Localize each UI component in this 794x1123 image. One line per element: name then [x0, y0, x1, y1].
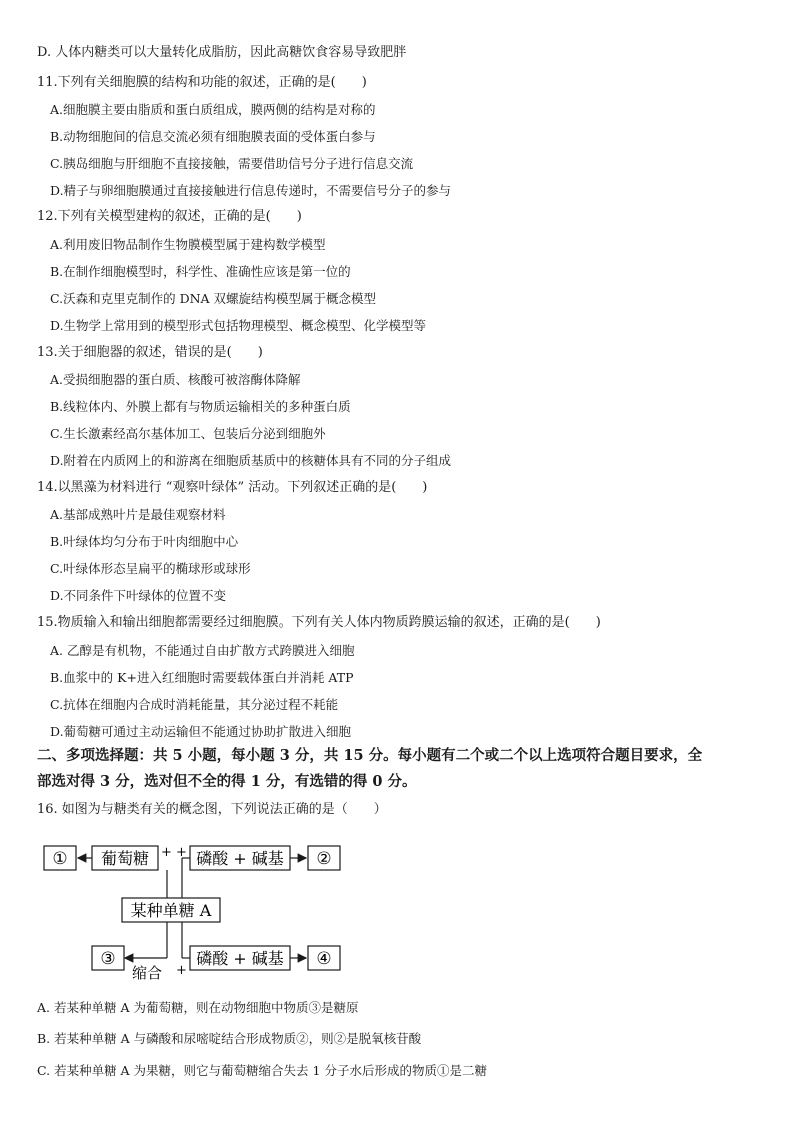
sugar-concept-diagram	[40, 840, 350, 980]
plus-sign-1: +	[161, 845, 172, 860]
q12-option-d: D.生物学上常用到的模型形式包括物理模型、概念模型、化学模型等	[50, 318, 427, 333]
plus-sign-3: +	[176, 963, 187, 978]
q14-option-a: A.基部成熟叶片是最佳观察材料	[50, 507, 226, 522]
q15-option-b: B.血浆中的 K+进入红细胞时需要载体蛋白并消耗 ATP	[50, 670, 354, 685]
box-1-label: ①	[52, 849, 68, 869]
q11-option-c: C.胰岛细胞与肝细胞不直接接触，需要借助信号分子进行信息交流	[50, 156, 414, 171]
q13-option-c: C.生长激素经高尔基体加工、包装后分泌到细胞外	[50, 426, 326, 441]
plus-sign-2: +	[176, 845, 187, 860]
q13-option-a: A.受损细胞器的蛋白质、核酸可被溶酶体降解	[50, 372, 301, 387]
q15-option-a: A. 乙醇是有机物，不能通过自由扩散方式跨膜进入细胞	[50, 643, 355, 658]
q11-option-a: A.细胞膜主要由脂质和蛋白质组成，膜两侧的结构是对称的	[50, 102, 376, 117]
section-heading-line1: 二、多项选择题：共 5 小题，每小题 3 分，共 15 分。每小题有二个或二个以上选项符合题目要求，全	[37, 747, 703, 764]
question-14: 14.以黑藻为材料进行 “观察叶绿体” 活动。下列叙述正确的是( )	[37, 480, 428, 495]
q16-option-a: A. 若某种单糖 A 为葡萄糖，则在动物细胞中物质③是糖原	[37, 1000, 359, 1015]
box-2-label: ②	[316, 849, 332, 869]
q12-option-c: C.沃森和克里克制作的 DNA 双螺旋结构模型属于概念模型	[50, 291, 377, 306]
q15-option-c: C.抗体在细胞内合成时消耗能量，其分泌过程不耗能	[50, 697, 339, 712]
question-13: 13.关于细胞器的叙述，错误的是( )	[37, 345, 263, 360]
q12-option-b: B.在制作细胞模型时，科学性、准确性应该是第一位的	[50, 264, 351, 279]
box-3-label: ③	[100, 949, 116, 969]
glucose-label: 葡萄糖	[100, 849, 150, 868]
section-heading-line2: 部选对得 3 分，选对但不全的得 1 分，有选错的得 0 分。	[37, 773, 417, 790]
question-12: 12.下列有关模型建构的叙述，正确的是( )	[37, 209, 302, 224]
q13-option-b: B.线粒体内、外膜上都有与物质运输相关的多种蛋白质	[50, 399, 351, 414]
q14-option-d: D.不同条件下叶绿体的位置不变	[50, 588, 227, 603]
q14-option-c: C.叶绿体形态呈扁平的椭球形或球形	[50, 561, 251, 576]
sugar-a-label: 某种单糖 A	[130, 901, 212, 920]
line-d-prev: D. 人体内糖类可以大量转化成脂肪，因此高糖饮食容易导致肥胖	[37, 45, 407, 60]
q13-option-d: D.附着在内质网上的和游离在细胞质基质中的核糖体具有不同的分子组成	[50, 453, 452, 468]
q11-option-d: D.精子与卵细胞膜通过直接接触进行信息传递时，不需要信号分子的参与	[50, 183, 452, 198]
q15-option-d: D.葡萄糖可通过主动运输但不能通过协助扩散进入细胞	[50, 724, 352, 739]
condense-label: 缩合	[132, 964, 163, 980]
phosphate-base-top-label: 磷酸 + 碱基	[196, 849, 284, 868]
phosphate-base-bottom-label: 磷酸 + 碱基	[196, 949, 284, 968]
q16-option-b: B. 若某种单糖 A 与磷酸和尿嘧啶结合形成物质②，则②是脱氧核苷酸	[37, 1031, 422, 1046]
question-15: 15.物质输入和输出细胞都需要经过细胞膜。下列有关人体内物质跨膜运输的叙述，正确的是( )	[37, 615, 601, 630]
box-4-label: ④	[316, 949, 332, 969]
question-16: 16. 如图为与糖类有关的概念图，下列说法正确的是（ ）	[37, 802, 387, 817]
question-11: 11.下列有关细胞膜的结构和功能的叙述，正确的是( )	[37, 75, 367, 90]
q16-option-c: C. 若某种单糖 A 为果糖，则它与葡萄糖缩合失去 1 分子水后形成的物质①是二糖	[37, 1063, 487, 1078]
q12-option-a: A.利用废旧物品制作生物膜模型属于建构数学模型	[50, 237, 326, 252]
q14-option-b: B.叶绿体均匀分布于叶肉细胞中心	[50, 534, 239, 549]
q11-option-b: B.动物细胞间的信息交流必须有细胞膜表面的受体蛋白参与	[50, 129, 376, 144]
